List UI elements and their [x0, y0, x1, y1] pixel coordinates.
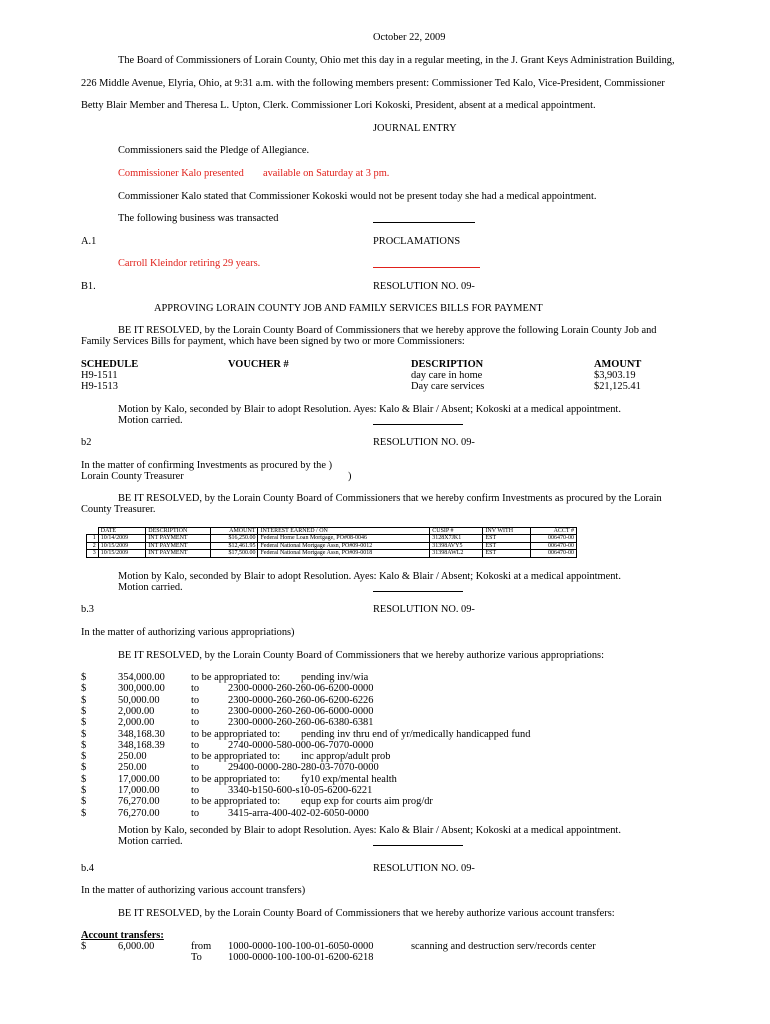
table-cell: 31398AVY5: [430, 542, 483, 549]
approp-word: to be appropriated to:: [191, 672, 281, 683]
b2-resolution-number: RESOLUTION NO. 09-: [373, 437, 475, 448]
approp-target: 2300-0000-260-260-06-6200-0000: [228, 683, 374, 695]
approp-amount: 348,168.30: [118, 728, 165, 740]
b4-resolution-number: RESOLUTION NO. 09-: [373, 863, 475, 874]
b3-resolution-number: RESOLUTION NO. 09-: [373, 604, 475, 615]
b3-motion-carried: Motion carried.: [118, 836, 183, 847]
transfer-amount: 6,000.00: [118, 941, 155, 952]
b1-motion-carried: Motion carried.: [118, 415, 183, 426]
table-row: [87, 542, 577, 549]
description-cell: Day care services: [411, 381, 485, 392]
approp-amount: 250.00: [118, 751, 147, 763]
approp-currency: $: [81, 717, 87, 729]
approp-target: 2300-0000-260-260-06-6000-0000: [228, 705, 374, 717]
approp-target: fy10 exp/mental health: [301, 773, 397, 785]
b2-motion-carried: Motion carried.: [118, 582, 183, 593]
b3-resolved: BE IT RESOLVED, by the Lorain County Board of Commissioners that we hereby authorize various appropriations:: [118, 650, 604, 661]
approp-word: to: [191, 683, 200, 695]
section-a1-number: A.1: [81, 236, 97, 247]
table-header-cell: CUSIP #: [430, 528, 483, 535]
table-cell: 3128X7JK1: [430, 535, 483, 542]
approp-currency: $: [81, 739, 87, 751]
table-cell: 10/15/2009: [98, 550, 146, 557]
kalo-presented-text: Commissioner Kalo presented: [118, 168, 244, 179]
account-transfers-heading: Account transfers:: [81, 930, 164, 941]
approp-word: to: [191, 785, 200, 796]
section-b2-number: b2: [81, 437, 92, 448]
approp-target: 3340-b150-600-s10-05-6200-6221: [228, 785, 373, 796]
signature-blank: [373, 581, 463, 592]
signature-blank: [373, 212, 475, 223]
table-cell: 006470-00: [531, 542, 577, 549]
approp-currency: $: [81, 796, 87, 808]
table-cell: INT PAYMENT: [146, 542, 211, 549]
carroll-text: Carroll Kleindor retiring 29 years.: [118, 258, 261, 269]
schedule-cell: H9-1513: [81, 381, 118, 392]
table-cell: $12,461.95: [211, 542, 258, 549]
approp-word: to be appropriated to:: [191, 796, 281, 808]
transfer-currency: $: [81, 941, 87, 952]
table-cell: 31398AWL2: [430, 550, 483, 557]
approp-currency: $: [81, 751, 87, 763]
approp-amount: 50,000.00: [118, 694, 160, 706]
table-header-cell: [87, 528, 99, 535]
approp-target: 2300-0000-260-260-06-6380-6381: [228, 717, 374, 729]
approp-amount: 76,270.00: [118, 796, 160, 808]
b4-resolved: BE IT RESOLVED, by the Lorain County Board of Commissioners that we hereby authorize various account transfers:: [118, 908, 615, 919]
transfer-from-account: 1000-0000-100-100-01-6050-0000: [228, 941, 374, 952]
approp-amount: 250.00: [118, 762, 147, 774]
approp-amount: 348,168.39: [118, 739, 165, 751]
approp-target: 29400-0000-280-280-03-7070-0000: [228, 762, 379, 774]
section-b3-number: b.3: [81, 604, 94, 615]
transfer-to-word: To: [191, 952, 202, 963]
approp-word: to be appropriated to:: [191, 751, 281, 763]
approp-word: to be appropriated to:: [191, 728, 281, 740]
journal-entry-heading: JOURNAL ENTRY: [373, 123, 457, 134]
b1-resolved-line-1: BE IT RESOLVED, by the Lorain County Board of Commissioners that we hereby approve the following Lorain County Job and: [118, 325, 657, 336]
transfer-to-account: 1000-0000-100-100-01-6200-6218: [228, 952, 374, 963]
description-cell: day care in home: [411, 370, 483, 381]
table-cell: INT PAYMENT: [146, 550, 211, 557]
approp-amount: 17,000.00: [118, 773, 160, 785]
table-cell: EST: [483, 535, 531, 542]
b3-matter: In the matter of authorizing various appropriations): [81, 627, 295, 638]
table-cell: $17,500.00: [211, 550, 258, 557]
approp-currency: $: [81, 762, 87, 774]
approp-amount: 2,000.00: [118, 717, 155, 729]
amount-cell: $21,125.41: [594, 381, 641, 392]
approp-currency: $: [81, 672, 87, 683]
section-b4-number: b.4: [81, 863, 94, 874]
table-cell: EST: [483, 550, 531, 557]
kalo-stated-text: Commissioner Kalo stated that Commissioner Kokoski would not be present today she had a medical appointment.: [118, 191, 597, 202]
signature-blank: [373, 835, 463, 846]
table-cell: Federal National Mortgage Assn, PO#09-0018: [258, 550, 430, 557]
approp-target: pending inv/wia: [301, 672, 369, 683]
table-cell: 3: [87, 550, 99, 557]
description-header: DESCRIPTION: [411, 359, 484, 370]
business-text: The following business was transacted: [118, 213, 279, 224]
approp-currency: $: [81, 705, 87, 717]
table-cell: $16,250.00: [211, 535, 258, 542]
table-cell: 006470-00: [531, 550, 577, 557]
approp-word: to: [191, 717, 200, 729]
approp-target: equp exp for courts aim prog/dr: [301, 796, 433, 808]
b2-motion: Motion by Kalo, seconded by Blair to adopt Resolution. Ayes: Kalo & Blair / Absent; Kokoski at a medical appointment.: [118, 571, 621, 582]
schedule-cell: H9-1511: [81, 370, 118, 381]
b1-heading: APPROVING LORAIN COUNTY JOB AND FAMILY SERVICES BILLS FOR PAYMENT: [154, 303, 543, 314]
transfer-from-word: from: [191, 941, 212, 952]
approp-amount: 300,000.00: [118, 683, 165, 695]
table-header-cell: DATE: [98, 528, 146, 535]
available-text: available on Saturday at 3 pm.: [263, 168, 390, 179]
approp-amount: 17,000.00: [118, 785, 160, 796]
investments-table: [86, 527, 577, 558]
approp-word: to: [191, 807, 200, 819]
b1-motion: Motion by Kalo, seconded by Blair to adopt Resolution. Ayes: Kalo & Blair / Absent; Kokoski at a medical appointment.: [118, 404, 621, 415]
approp-word: to: [191, 694, 200, 706]
table-cell: 10/15/2009: [98, 542, 146, 549]
table-cell: INT PAYMENT: [146, 535, 211, 542]
intro-line-1: The Board of Commissioners of Lorain County, Ohio met this day in a regular meeting, in the J. Grant Keys Administration Building,: [118, 55, 675, 66]
b1-resolution-number: RESOLUTION NO. 09-: [373, 281, 475, 292]
b2-matter-line-1: In the matter of confirming Investments as procured by the ): [81, 460, 333, 471]
table-row: [87, 550, 577, 557]
table-cell: Federal National Mortgage Assn, PO#09-0012: [258, 542, 430, 549]
approp-amount: 76,270.00: [118, 807, 160, 819]
table-header-cell: INV WITH: [483, 528, 531, 535]
approp-currency: $: [81, 683, 87, 695]
amount-cell: $3,903.19: [594, 370, 636, 381]
approp-amount: 2,000.00: [118, 705, 155, 717]
approp-currency: $: [81, 694, 87, 706]
table-cell: 2: [87, 542, 99, 549]
approp-target: 2300-0000-260-260-06-6200-6226: [228, 694, 374, 706]
approp-currency: $: [81, 728, 87, 740]
b4-matter: In the matter of authorizing various account transfers): [81, 885, 306, 896]
table-header-cell: ACCT #: [531, 528, 577, 535]
approp-word: to: [191, 705, 200, 717]
table-header-cell: AMOUNT: [211, 528, 258, 535]
transfer-description: scanning and destruction serv/records center: [411, 941, 596, 952]
approp-word: to: [191, 762, 200, 774]
table-cell: EST: [483, 542, 531, 549]
b2-matter-line-2: Lorain County Treasurer: [81, 471, 184, 482]
b1-resolved-line-2: Family Services Bills for payment, which have been signed by two or more Commissioners:: [81, 336, 465, 347]
approp-target: 3415-arra-400-402-02-6050-0000: [228, 807, 369, 819]
table-header-cell: DESCRIPTION: [146, 528, 211, 535]
approp-currency: $: [81, 773, 87, 785]
table-cell: 1: [87, 535, 99, 542]
intro-line-3: Betty Blair Member and Theresa L. Upton, Clerk. Commissioner Lori Kokoski, President, absent at a medical appointment.: [81, 100, 596, 111]
table-cell: 006470-00: [531, 535, 577, 542]
table-row: [87, 535, 577, 542]
table-cell: 10/14/2009: [98, 535, 146, 542]
b2-resolved-line-1: BE IT RESOLVED, by the Lorain County Board of Commissioners that we hereby confirm Investments as procured by the Lorain: [118, 493, 662, 504]
approp-currency: $: [81, 807, 87, 819]
signature-blank: [373, 414, 463, 425]
table-header-cell: INTEREST EARNED / ON: [258, 528, 430, 535]
red-blank-line: [373, 257, 480, 268]
document-date: October 22, 2009: [373, 32, 446, 43]
schedule-header: SCHEDULE: [81, 359, 139, 370]
proclamations-heading: PROCLAMATIONS: [373, 236, 461, 247]
b2-resolved-line-2: County Treasurer.: [81, 504, 156, 515]
pledge-text: Commissioners said the Pledge of Allegiance.: [118, 145, 310, 156]
table-cell: Federal Home Loan Mortgage, PO#08-0046: [258, 535, 430, 542]
intro-line-2: 226 Middle Avenue, Elyria, Ohio, at 9:31 a.m. with the following members present: Commissioner Ted Kalo, Vice-President, Commissioner: [81, 78, 665, 89]
approp-word: to: [191, 739, 200, 751]
section-b1-number: B1.: [81, 281, 96, 292]
approp-currency: $: [81, 785, 87, 796]
amount-header: AMOUNT: [594, 359, 642, 370]
approp-target: inc approp/adult prob: [301, 751, 391, 763]
approp-target: pending inv thru end of yr/medically handicapped fund: [301, 728, 531, 740]
voucher-header: VOUCHER #: [228, 359, 289, 370]
approp-amount: 354,000.00: [118, 672, 165, 683]
b3-motion: Motion by Kalo, seconded by Blair to adopt Resolution. Ayes: Kalo & Blair / Absent; Kokoski at a medical appointment.: [118, 825, 621, 836]
table-header-row: [87, 528, 577, 535]
b2-matter-paren: ): [348, 471, 352, 482]
approp-word: to be appropriated to:: [191, 773, 281, 785]
approp-target: 2740-0000-580-000-06-7070-0000: [228, 739, 374, 751]
